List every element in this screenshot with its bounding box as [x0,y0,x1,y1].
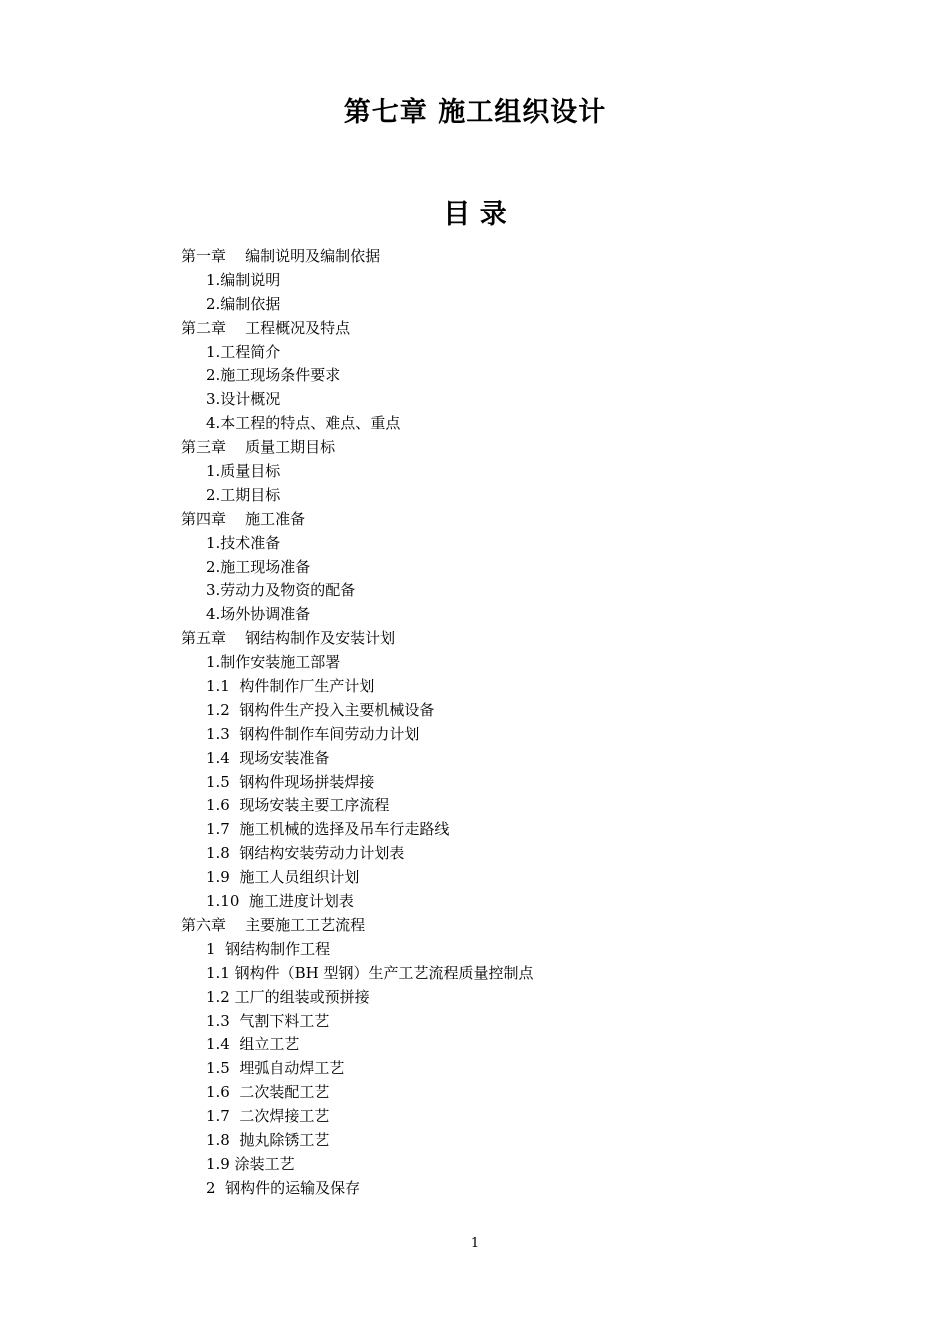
toc-section-entry: 1.2 钢构件生产投入主要机械设备 [206,700,435,719]
toc-chapter-entry: 第四章 施工准备 [181,509,306,528]
toc-section-entry: 2 钢构件的运输及保存 [206,1178,361,1197]
toc-section-entry: 4.本工程的特点、难点、重点 [206,414,401,433]
toc-section-entry: 1.质量目标 [206,462,281,481]
toc-section-entry: 1.工程简介 [206,342,281,361]
toc-chapter-entry: 第一章 编制说明及编制依据 [181,247,381,265]
toc-section-entry: 1.7 施工机械的选择及吊车行走路线 [206,820,450,839]
toc-section-entry: 1.6 二次装配工艺 [206,1083,330,1102]
table-of-contents [181,245,741,1201]
toc-section-entry: 2.施工现场条件要求 [206,366,341,385]
toc-section-entry: 1 钢结构制作工程 [206,939,331,958]
toc-section-entry: 1.9 施工人员组织计划 [206,868,360,887]
toc-section-entry: 1.6 现场安装主要工序流程 [206,796,390,815]
toc-section-entry: 1.8 钢结构安装劳动力计划表 [206,844,405,863]
toc-section-entry: 1.5 钢构件现场拼装焊接 [206,772,375,791]
toc-section-entry: 4.场外协调准备 [206,605,311,624]
page-number: 1 [470,1236,480,1251]
toc-section-entry: 1.1 构件制作厂生产计划 [206,677,375,696]
toc-section-entry: 1.制作安装施工部署 [206,653,341,672]
toc-section-entry: 1.3 钢构件制作车间劳动力计划 [206,724,420,743]
toc-section-entry: 1.5 埋弧自动焊工艺 [206,1059,345,1078]
toc-section-entry: 2.工期目标 [206,485,281,504]
toc-section-entry: 1.3 气割下料工艺 [206,1011,330,1030]
toc-section-entry: 1.9 涂装工艺 [206,1154,295,1173]
toc-section-entry: 1.编制说明 [206,270,281,289]
toc-section-entry: 1.2 工厂的组装或预拼接 [206,987,370,1006]
toc-section-entry: 3.劳动力及物资的配备 [206,581,356,600]
toc-chapter-entry: 第五章 钢结构制作及安装计划 [181,629,396,648]
toc-section-entry: 1.技术准备 [206,533,281,552]
toc-section-entry: 3.设计概况 [206,390,281,409]
toc-section-entry: 2.施工现场准备 [206,557,311,576]
toc-section-entry: 2.编制依据 [206,294,281,313]
toc-section-entry: 1.10 施工进度计划表 [206,892,354,911]
toc-section-entry: 1.1 钢构件（BH 型钢）生产工艺流程质量控制点 [206,963,534,982]
toc-section-entry: 1.4 现场安装准备 [206,748,330,767]
toc-heading: 目 录 [443,199,507,230]
toc-section-entry: 1.4 组立工艺 [206,1035,300,1054]
document-title: 第七章 施工组织设计 [343,97,607,128]
toc-section-entry: 1.8 抛丸除锈工艺 [206,1130,330,1149]
toc-chapter-entry: 第六章 主要施工工艺流程 [181,915,366,934]
toc-chapter-entry: 第二章 工程概况及特点 [181,318,351,337]
toc-section-entry: 1.7 二次焊接工艺 [206,1107,330,1126]
toc-chapter-entry: 第三章 质量工期目标 [181,438,336,457]
